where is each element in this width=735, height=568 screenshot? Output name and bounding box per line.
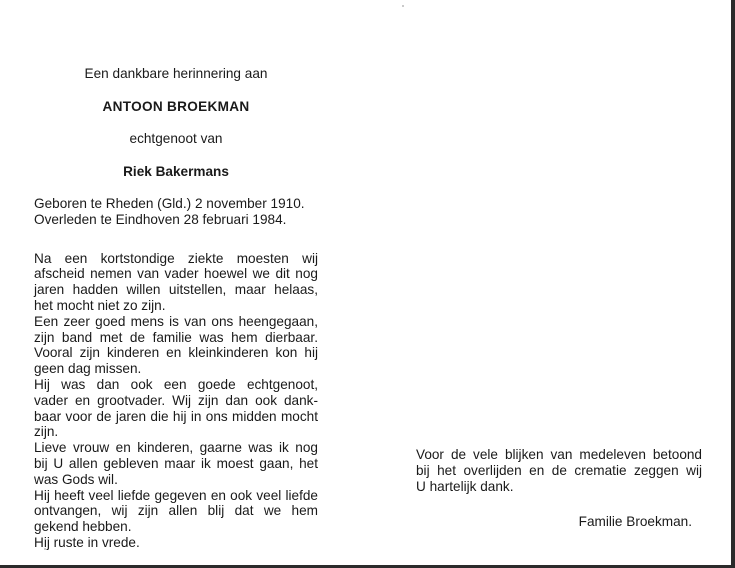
family-signature: Familie Broekman. [578,514,692,529]
death-line: Overleden te Eindhoven 28 februari 1984. [34,211,287,227]
header-block [34,66,318,180]
text-line: zijn. [34,424,59,440]
text-line: U hartelijk dank. [416,479,514,494]
spouse-label: echtgenoot van [129,131,223,146]
life-dates [34,196,318,228]
text-line: Hij was dan ook een goede echtgenoot, [34,376,318,392]
paragraph [34,377,318,440]
text-line: Lieve vrouw en kinderen, gaarne was ik nog [34,440,318,456]
text-line: bij U allen gebleven maar ik moest gaan, het [34,455,318,471]
text-line: Voor de vele blijken van medeleven betoond [416,447,702,462]
text-line: baar voor de jaren die hij in ons midden mocht [34,408,318,424]
scan-edge-right [731,0,735,568]
right-column [416,447,702,530]
text-line: zijn band met de familie was hem dierbaar. [34,329,318,345]
text-line: het mocht niet zo zijn. [34,297,166,313]
scan-speck [402,5,404,7]
text-line: gekend hebben. [34,519,132,535]
paragraph [34,251,318,314]
deceased-name: ANTOON BROEKMAN [102,99,250,114]
thanks-text [416,447,702,495]
spouse-name: Riek Bakermans [123,164,229,179]
text-line: jaren hadden willen uitstellen, maar helaas, [34,282,318,298]
text-line: Hij heeft veel liefde gegeven en ook veel liefde [34,487,318,503]
text-line: was Gods wil. [34,471,118,487]
text-line: afscheid nemen van vader hoewel we dit nog [34,266,318,282]
text-line: vader en grootvader. Wij zijn dan ook dank- [34,392,318,408]
text-line: geen dag missen. [34,361,142,377]
text-line: Vooral zijn kinderen en kleinkinderen kon hij [34,345,318,361]
paragraph [34,314,318,377]
text-line: ontvangen, wij zijn allen blij dat we hem [34,503,318,519]
paragraph [34,440,318,487]
paragraph [34,535,318,551]
text-line: Na een kortstondige ziekte moesten wij [34,250,318,266]
left-column [34,66,318,551]
memorial-text [34,251,318,551]
text-line: Een zeer goed mens is van ons heengegaan, [34,313,318,329]
text-line: Hij ruste in vrede. [34,534,140,550]
text-line: bij het overlijden en de crematie zeggen wij [416,463,702,478]
birth-line: Geboren te Rheden (Gld.) 2 november 1910. [34,196,305,211]
paragraph [34,488,318,535]
intro-text: Een dankbare herinnering aan [84,66,268,81]
